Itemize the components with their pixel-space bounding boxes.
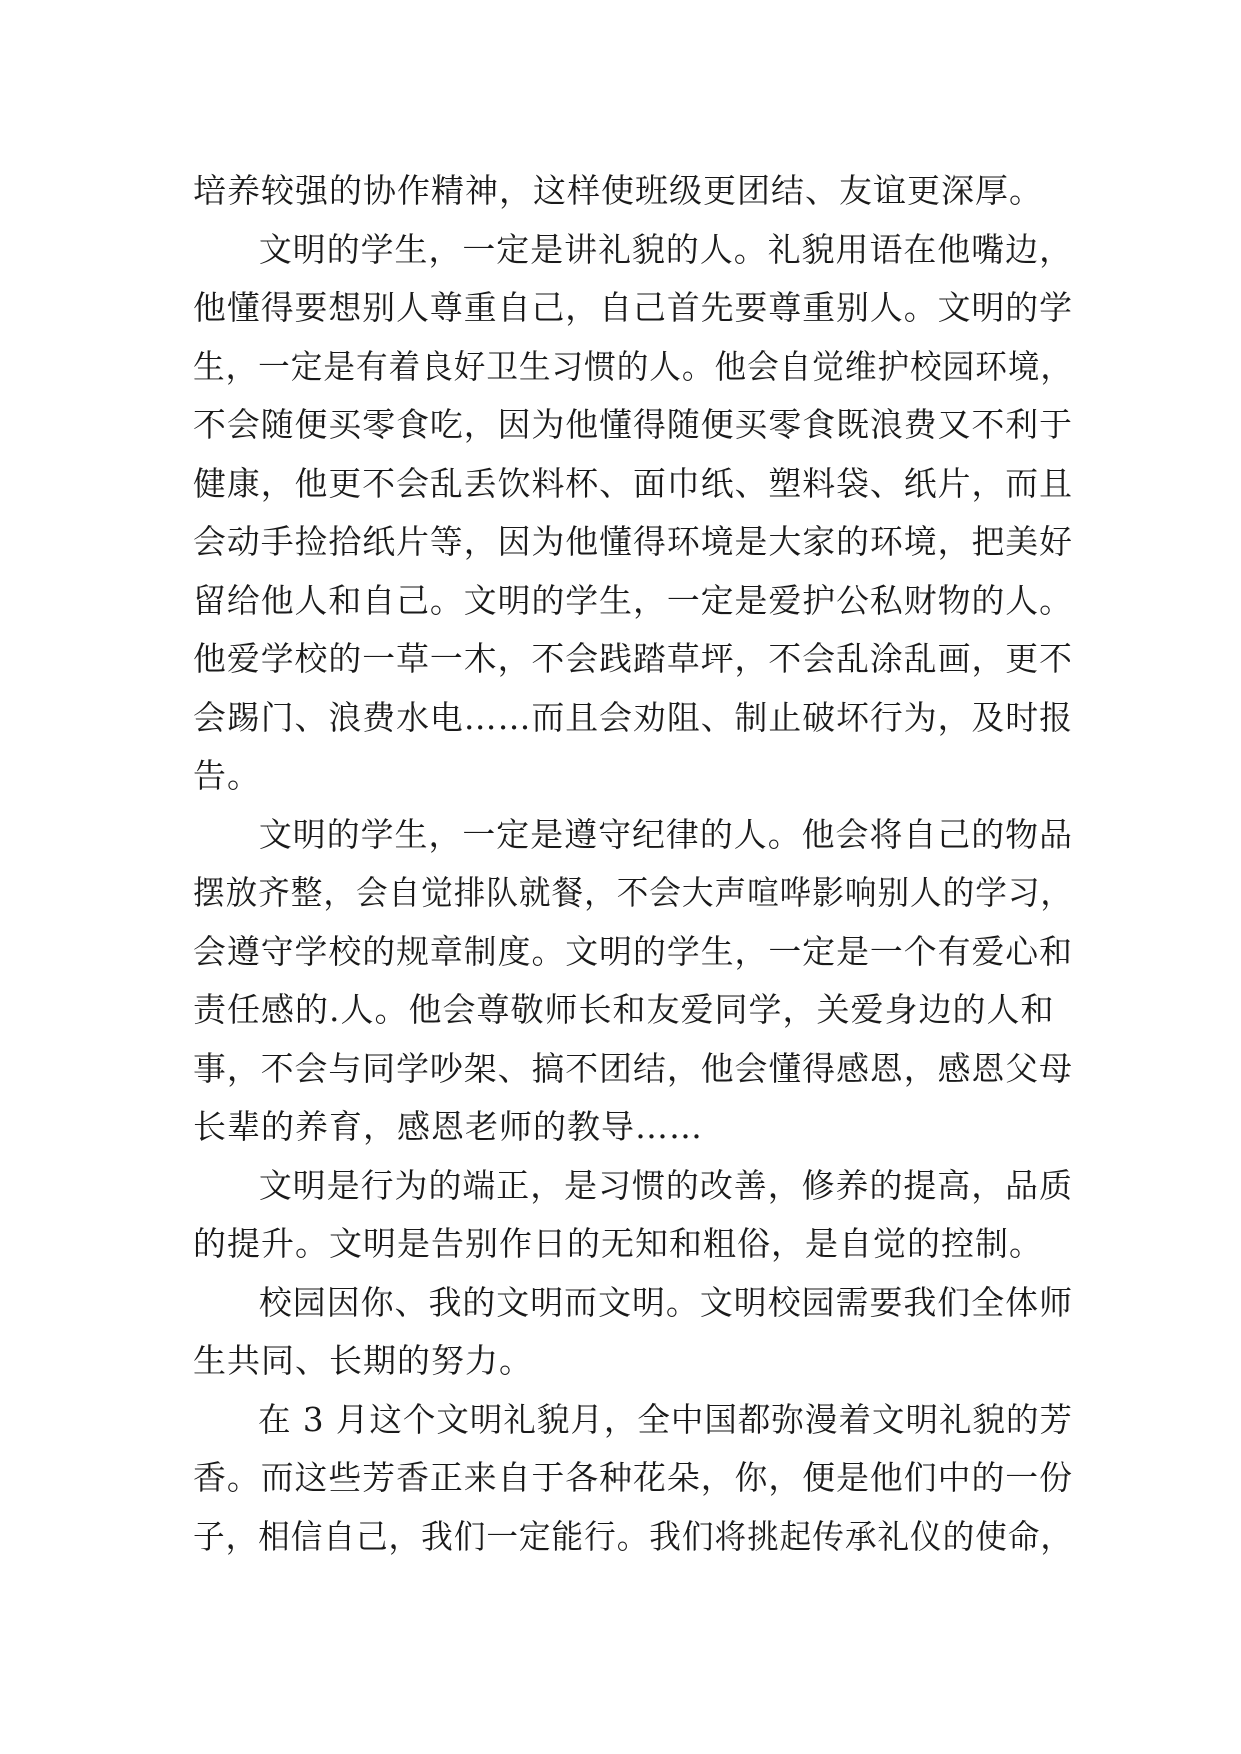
- text-line: 子，相信自己，我们一定能行。我们将挑起传承礼仪的使命，: [193, 1516, 1073, 1556]
- text-line: 校园因你、我的文明而文明。文明校园需要我们全体师: [258, 1282, 1073, 1322]
- text-line: 健康，他更不会乱丢饮料杯、面巾纸、塑料袋、纸片，而且: [193, 463, 1073, 503]
- text-line: 文明的学生，一定是讲礼貌的人。礼貌用语在他嘴边，: [258, 229, 1073, 269]
- text-line: 在 3 月这个文明礼貌月，全中国都弥漫着文明礼貌的芳: [258, 1399, 1073, 1439]
- text-line: 告。: [193, 756, 261, 795]
- text-line: 长辈的养育，感恩老师的教导……: [193, 1107, 703, 1146]
- text-line: 生共同、长期的努力。: [193, 1341, 533, 1380]
- text-line: 会踢门、浪费水电……而且会劝阻、制止破坏行为，及时报: [193, 697, 1073, 737]
- text-line: 他懂得要想别人尊重自己，自己首先要尊重别人。文明的学: [193, 288, 1073, 327]
- text-line: 文明是行为的端正，是习惯的改善，修养的提高，品质: [258, 1165, 1073, 1205]
- text-line: 会动手捡拾纸片等，因为他懂得环境是大家的环境，把美好: [193, 522, 1073, 561]
- text-line: 培养较强的协作精神，这样使班级更团结、友谊更深厚。: [193, 171, 1043, 210]
- text-line: 留给他人和自己。文明的学生，一定是爱护公私财物的人。: [193, 580, 1073, 620]
- text-line: 生，一定是有着良好卫生习惯的人。他会自觉维护校园环境，: [193, 346, 1073, 386]
- text-line: 不会随便买零食吃，因为他懂得随便买零食既浪费又不利于: [193, 405, 1073, 444]
- text-line: 的提升。文明是告别作日的无知和粗俗，是自觉的控制。: [193, 1224, 1043, 1263]
- body-text: [193, 162, 1073, 1566]
- text-line: 他爱学校的一草一木，不会践踏草坪，不会乱涂乱画，更不: [193, 639, 1073, 678]
- text-line: 会遵守学校的规章制度。文明的学生，一定是一个有爱心和: [193, 931, 1073, 971]
- text-line: 摆放齐整，会自觉排队就餐，不会大声喧哗影响别人的学习，: [193, 873, 1073, 912]
- text-line: 责任感的.人。他会尊敬师长和友爱同学，关爱身边的人和: [193, 990, 1055, 1029]
- text-line: 事，不会与同学吵架、搞不团结，他会懂得感恩，感恩父母: [193, 1048, 1073, 1088]
- text-line: 文明的学生，一定是遵守纪律的人。他会将自己的物品: [258, 814, 1073, 854]
- text-line: 香。而这些芳香正来自于各种花朵，你，便是他们中的一份: [193, 1458, 1073, 1497]
